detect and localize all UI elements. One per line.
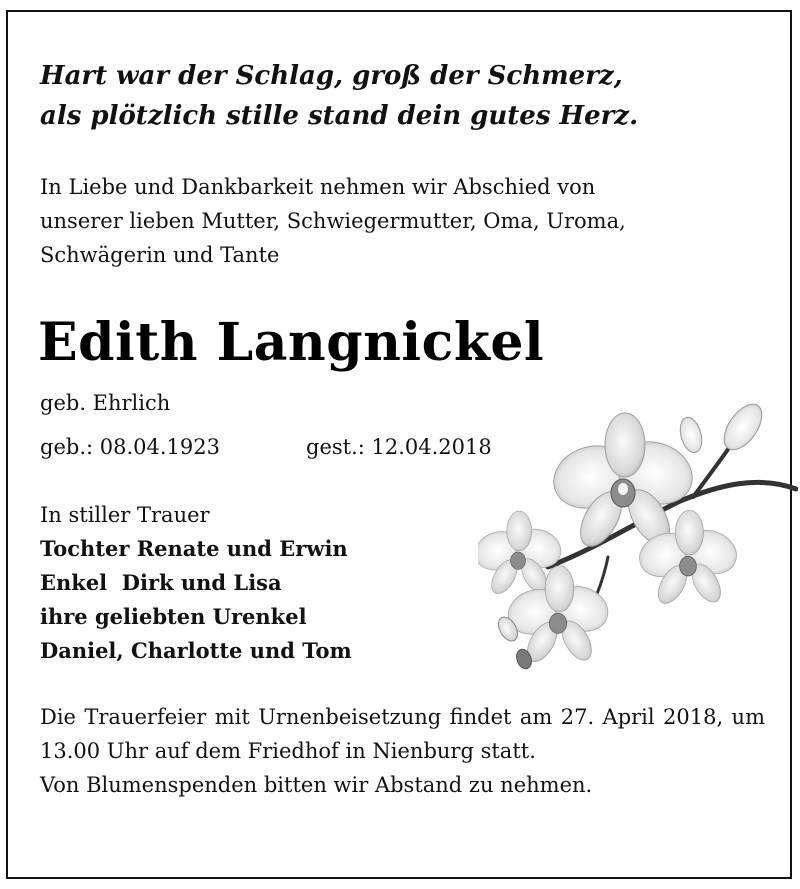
- mourners-intro: In stiller Trauer: [40, 503, 210, 527]
- motto-line-2: als plötzlich stille stand dein gutes Herz.: [40, 101, 639, 131]
- mourners-block: [40, 498, 352, 668]
- ceremony-info: [40, 700, 765, 802]
- intro-text: [40, 170, 765, 272]
- birth-date: geb.: 08.04.1923: [40, 435, 220, 459]
- life-dates: [40, 432, 492, 462]
- maiden-name: geb. Ehrlich: [40, 391, 171, 415]
- mourner-line: ihre geliebten Urenkel: [40, 604, 307, 629]
- death-date: gest.: 12.04.2018: [306, 435, 492, 459]
- motto-line-1: Hart war der Schlag, groß der Schmerz,: [40, 61, 623, 91]
- mourner-line: Enkel Dirk und Lisa: [40, 570, 282, 595]
- intro-line-1: In Liebe und Dankbarkeit nehmen wir Abschied von: [40, 175, 596, 199]
- intro-line-3: Schwägerin und Tante: [40, 243, 280, 267]
- orchid-illustration-icon: [478, 397, 798, 672]
- ceremony-text: Die Trauerfeier mit Urnenbeisetzung findet am 27. April 2018, um 13.00 Uhr auf dem Friedhof in Nienburg statt.: [40, 705, 765, 763]
- deceased-name: Edith Langnickel: [38, 312, 545, 373]
- flower-donation-note: Von Blumenspenden bitten wir Abstand zu nehmen.: [40, 773, 593, 797]
- obituary-frame: [6, 10, 792, 879]
- mourner-line: Daniel, Charlotte und Tom: [40, 638, 352, 663]
- mourner-line: Tochter Renate und Erwin: [40, 536, 348, 561]
- intro-line-2: unserer lieben Mutter, Schwiegermutter, Oma, Uroma,: [40, 209, 626, 233]
- motto-verse: [40, 56, 760, 136]
